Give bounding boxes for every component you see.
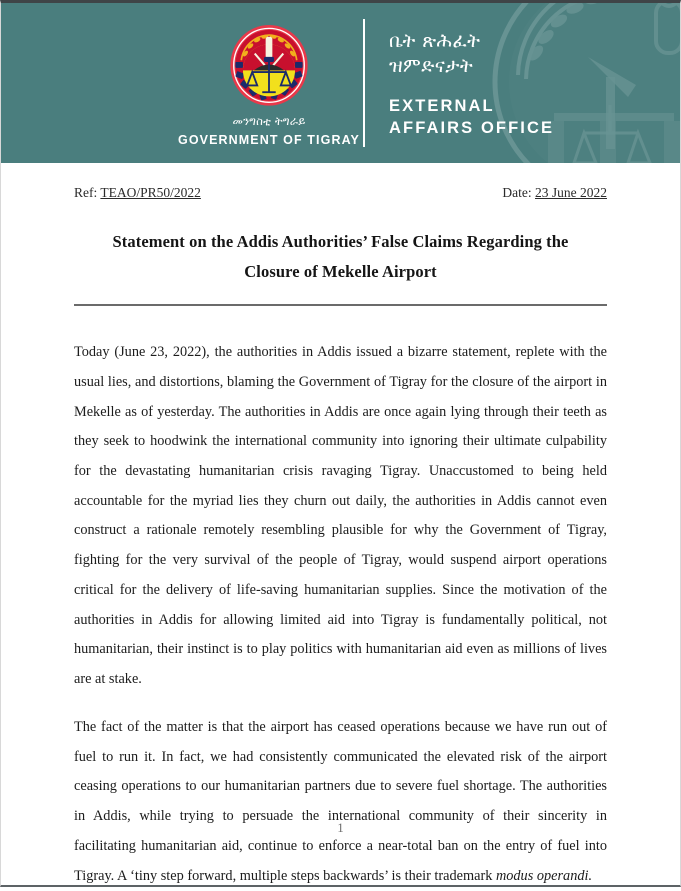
date-label: Date:	[502, 185, 532, 200]
paragraph-2-italic-phrase: modus operandi.	[495, 867, 593, 884]
office-name-english-block	[389, 95, 554, 140]
government-brand-block	[178, 19, 360, 147]
office-name-english-line2: AFFAIRS OFFICE	[389, 119, 555, 138]
body-paragraph-2	[74, 713, 607, 891]
page-number: 1	[337, 821, 344, 835]
office-name-english-line1: EXTERNAL	[389, 96, 495, 115]
date-value: 23 June 2022	[535, 185, 607, 200]
letterhead-banner	[1, 3, 680, 163]
office-name-tigrinya-line1: ቤት ጽሕፈት	[389, 29, 481, 52]
title-separator-rule	[74, 304, 607, 306]
document-body	[1, 185, 680, 891]
reference-value: TEAO/PR50/2022	[100, 185, 201, 200]
letterhead-content	[1, 3, 680, 163]
coat-of-arms-icon	[227, 23, 311, 111]
office-name-tigrinya-line2: ዝምድናታት	[389, 54, 474, 77]
document-date	[502, 185, 607, 201]
title-line-2: Closure of Mekelle Airport	[244, 262, 437, 282]
office-brand-block	[389, 27, 554, 140]
body-paragraph-1: Today (June 23, 2022), the authorities in Addis issued a bizarre statement, replete with the usual lies, and distortions, blaming the Government of Tigray for the closure of the airport in Mekelle as of yesterday. The authorities in Addis are once again lying through their teeth as they seek to hoodwink the international community into ignoring their ultimate culpability for the devastating humanitarian crisis ravaging Tigray. Unaccustomed to being held accountable for the myriad lies they churn out daily, the authorities in Addis cannot even construct a rationale remotely resembling plausible for why the Government of Tigray, fighting for the very survival of the people of Tigray, would suspend airport operations critical for the delivery of life-saving humanitarian supplies. Since the motivation of the authorities in Addis for allowing limited aid into Tigray is fundamentally political, not humanitarian, their instinct is to play politics with humanitarian aid even as millions of lives are at stake.	[74, 344, 607, 688]
government-name-english: GOVERNMENT OF TIGRAY	[178, 133, 360, 147]
paragraph-2-text: The fact of the matter is that the airport has ceased operations because we have run out of fuel to run it. In fact, we had consistently communicated the elevated risk of the airport ceasing operations to our humanitarian partners due to severe fuel shortage. The authorities in Addis, while trying to persuade the international community of their sincerity in facilitating humanitarian aid, continue to enforce a near-total ban on the entry of fuel into Tigray. A ‘tiny step forward, multiple steps backwards’ is their trademark	[74, 718, 607, 884]
document-meta-row	[74, 185, 607, 201]
header-divider	[363, 19, 365, 147]
page-title	[80, 227, 601, 287]
reference-label: Ref:	[74, 185, 98, 200]
title-line-1: Statement on the Addis Authorities’ False Claims Regarding the	[112, 232, 569, 251]
government-name-tigrinya: መንግስቲ ትግራይ	[232, 114, 306, 128]
reference-number	[74, 185, 201, 201]
